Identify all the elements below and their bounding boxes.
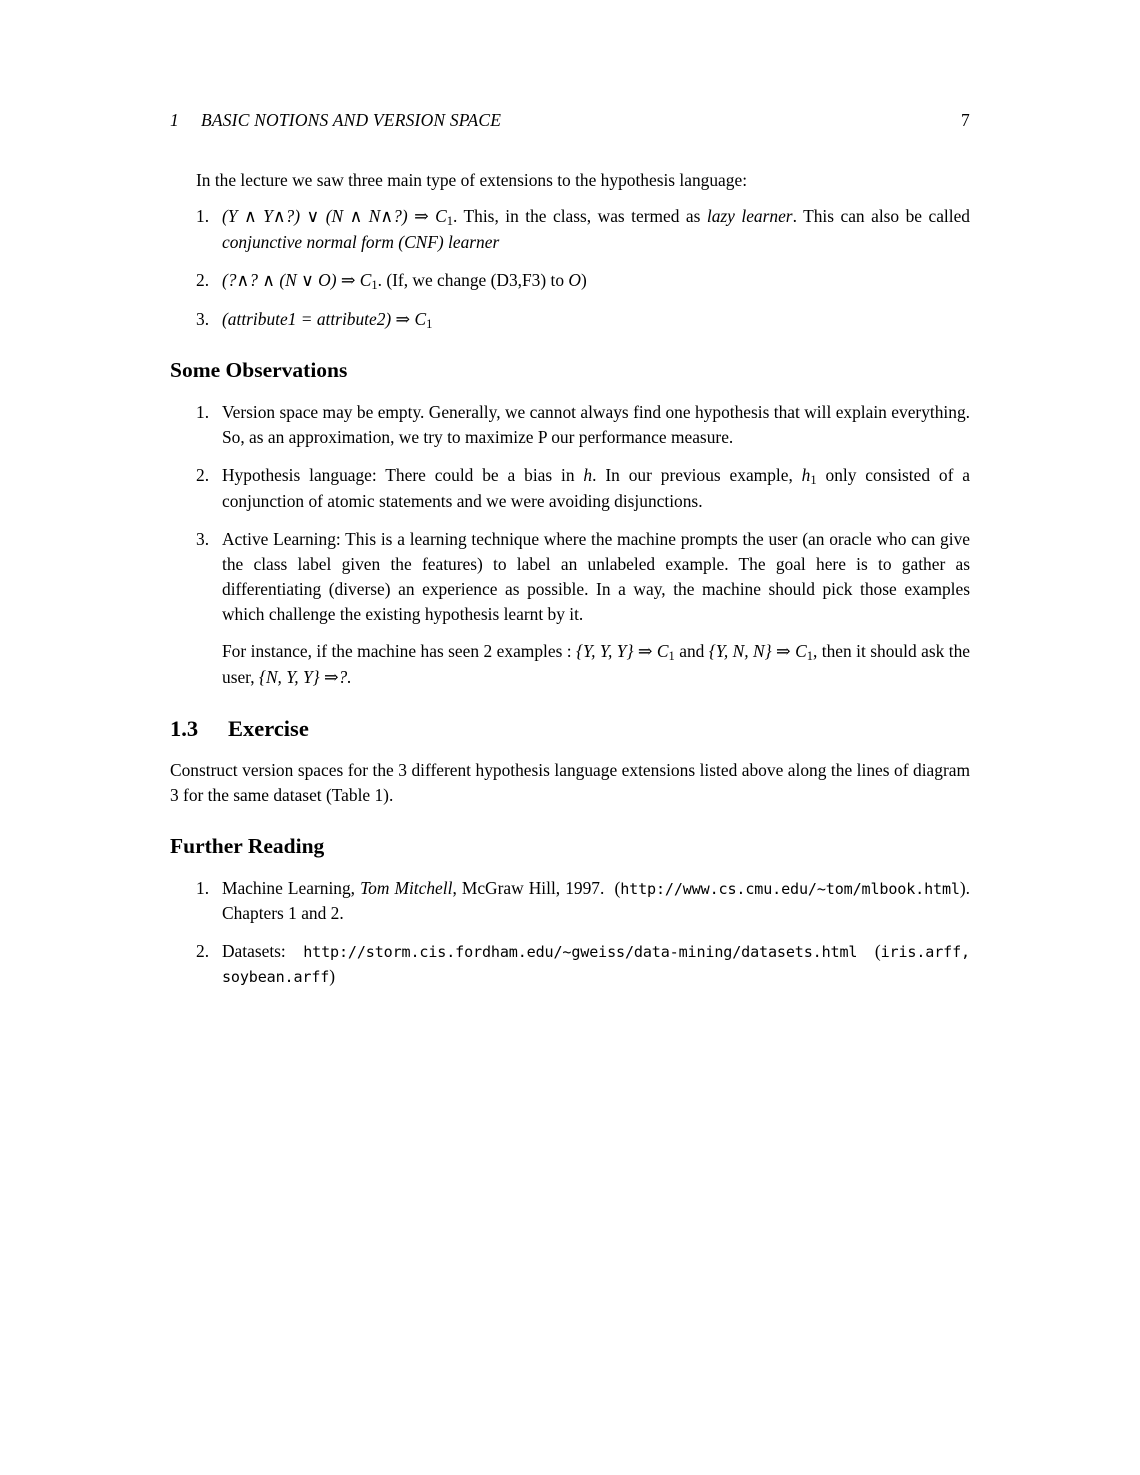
list-item: [170, 307, 970, 333]
observations-heading: Some Observations: [170, 358, 348, 383]
extension-2-math-sub: 1: [371, 277, 378, 292]
example-part-3: , then it should ask the user,: [222, 641, 970, 688]
running-header: [170, 110, 970, 131]
further-reading-heading: Further Reading: [170, 834, 325, 859]
intro-paragraph: In the lecture we saw three main type of extensions to the hypothesis language:: [196, 170, 748, 190]
extension-1-italic-lazy-learner: lazy learner: [706, 206, 793, 227]
observation-2-var-h: h: [583, 465, 593, 486]
extension-1-math-sub: 1: [446, 213, 454, 228]
list-item: [170, 463, 970, 514]
extension-1-math: (Y ∧ Y∧?) ∨ (N ∧ N∧?) ⇒ C: [222, 206, 447, 227]
list-item: [170, 400, 970, 450]
extension-2-text-mid: ): [580, 269, 587, 290]
example-set-2: {Y, N, N} ⇒ C: [708, 641, 807, 662]
list-item: [170, 939, 970, 989]
observation-2-part-2: . In our previous example,: [592, 465, 802, 486]
reading-1-part-1: Machine Learning,: [222, 878, 361, 899]
list-marker: 1.: [196, 878, 210, 899]
further-reading-heading-block: [170, 834, 970, 860]
list-item: [170, 204, 970, 255]
list-item: [170, 527, 970, 690]
observation-2-var-h1-sub: 1: [810, 473, 817, 488]
exercise-heading-block: [170, 716, 970, 742]
datasets-link[interactable]: http://storm.cis.fordham.edu/~gweiss/data-mining/datasets.html: [303, 943, 858, 962]
list-item: [170, 876, 970, 926]
reading-2-part-1: Datasets:: [222, 941, 304, 962]
observation-2-part-1: Hypothesis language: There could be a bias in: [222, 465, 584, 486]
extension-1-text: . This, in the class, was termed as: [453, 206, 707, 227]
running-header-section-number: 1: [170, 110, 179, 130]
list-marker: 2.: [196, 465, 210, 486]
exercise-body: Construct version spaces for the 3 different hypothesis language extensions listed above along the lines of diagram 3 for the same dataset (Table 1).: [170, 760, 970, 806]
running-header-left: [170, 110, 501, 131]
exercise-heading: [170, 716, 970, 742]
observations-heading-block: [170, 358, 970, 384]
observation-2-part-3: only consisted of a conjunction of atomic statements and we were avoiding disjunctions.: [222, 465, 970, 512]
extensions-list: [170, 204, 970, 332]
list-marker: 2.: [196, 941, 210, 962]
list-marker: 1.: [196, 206, 210, 227]
exercise-heading-label: Exercise: [228, 716, 309, 742]
example-set-3: {N, Y, Y} ⇒?.: [258, 667, 352, 688]
extension-3-math-sub: 1: [426, 316, 433, 331]
list-marker: 3.: [196, 308, 210, 329]
further-reading-list: [170, 876, 970, 989]
list-marker: 3.: [196, 529, 210, 550]
document-body: [170, 168, 970, 990]
exercise-section-number: 1.3: [170, 716, 199, 742]
extension-2-text: . (If, we change (D3,F3) to: [377, 269, 569, 290]
example-set-2-sub: 1: [806, 649, 813, 664]
running-header-title: BASIC NOTIONS AND VERSION SPACE: [200, 110, 502, 130]
reading-1-part-3: ). Chapters 1 and 2.: [222, 878, 971, 924]
example-part-2: and: [674, 641, 709, 662]
list-item: [170, 268, 970, 294]
observation-1-text: Version space may be empty. Generally, we cannot always find one hypothesis that will explain everything. So, as an approximation, we try to maximize P our performance measure.: [222, 402, 970, 448]
page-number: 7: [961, 110, 970, 130]
observations-list: [170, 400, 970, 690]
extension-2-italic-o: O: [568, 269, 581, 290]
example-set-1: {Y, Y, Y} ⇒ C: [576, 641, 669, 662]
extension-2-math: (?∧? ∧ (N ∨ O) ⇒ C: [222, 269, 372, 290]
observation-3-example: [222, 639, 970, 690]
reading-2-part-3: ): [329, 966, 336, 987]
mitchell-book-link[interactable]: http://www.cs.cmu.edu/~tom/mlbook.html: [620, 880, 960, 899]
list-marker: 1.: [196, 402, 210, 423]
example-set-1-sub: 1: [668, 649, 675, 664]
reading-2-files: iris.arff, soybean.arff: [222, 943, 970, 987]
observation-2-var-h1: h: [801, 465, 811, 486]
extension-1-text-mid: . This can also be called: [792, 206, 970, 227]
example-part-1: For instance, if the machine has seen 2 examples :: [222, 641, 577, 662]
list-marker: 2.: [196, 269, 210, 290]
reading-1-part-2: , McGraw Hill, 1997. (: [452, 878, 621, 899]
reading-2-part-2: (: [857, 941, 881, 962]
observation-3-text: Active Learning: This is a learning technique where the machine prompts the user (an oracle who can give the class label given the features) to label an unlabeled example. The goal here is to gather as differentiating (diverse) an experience as possible. In a way, the machine should pick those examples which challenge the existing hypothesis learnt by it.: [222, 529, 970, 625]
reading-1-author: Tom Mitchell: [360, 878, 453, 899]
extension-1-italic-cnf-learner: conjunctive normal form (CNF) learner: [222, 231, 500, 252]
extension-3-math: (attribute1 = attribute2) ⇒ C: [222, 308, 427, 329]
